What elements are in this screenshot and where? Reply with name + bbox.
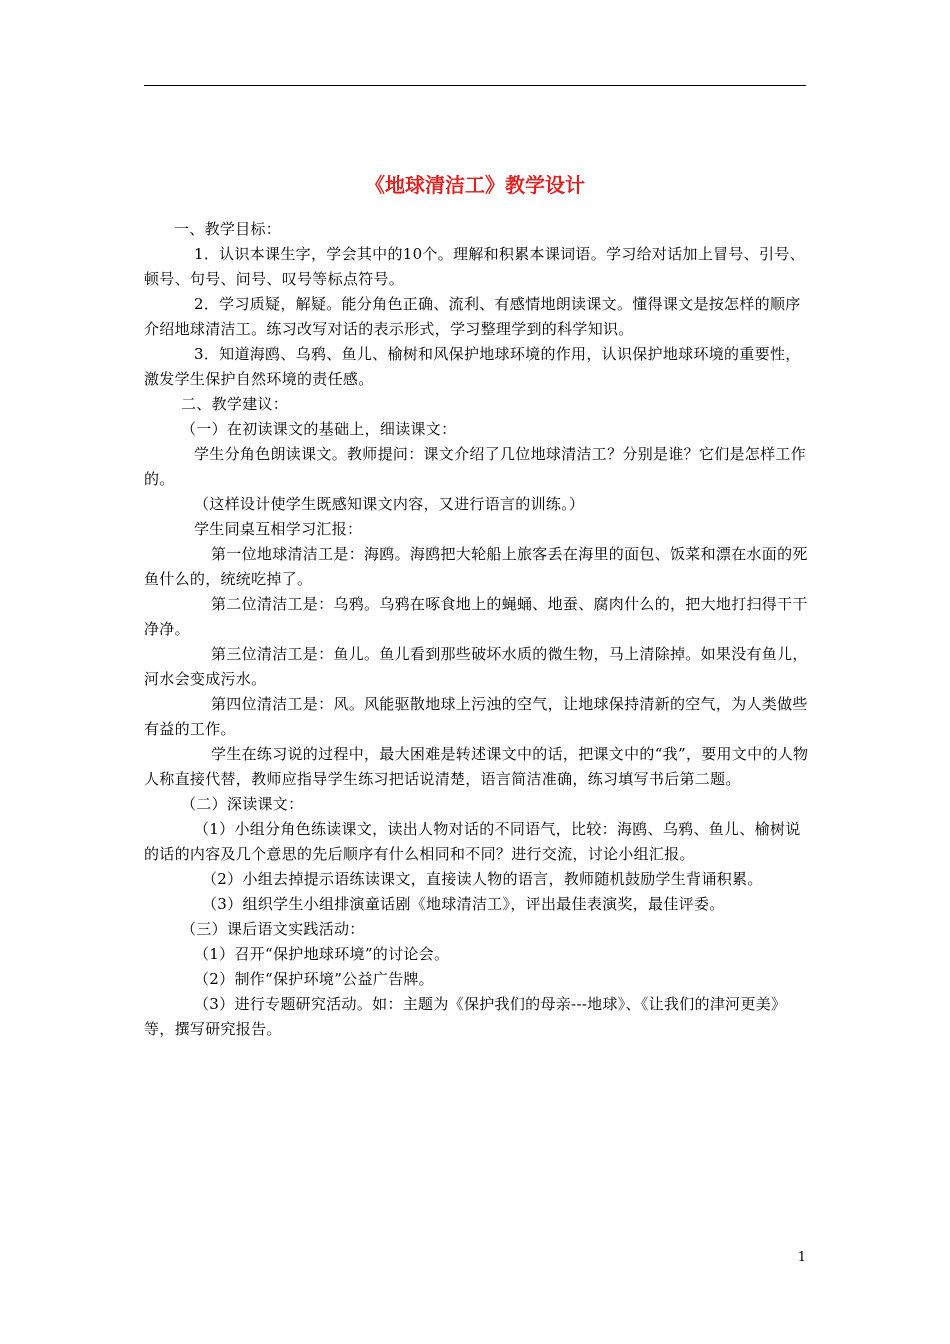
document-body [144, 217, 810, 1042]
paragraph: 3．知道海鸥、乌鸦、鱼儿、榆树和风保护地球环境的作用，认识保护地球环境的重要性，激发学生保护自然环境的责任感。 [144, 345, 801, 388]
paragraph: （3）组织学生小组排演童话剧《地球清洁工》，评出最佳表演奖，最佳评委。 [202, 895, 725, 913]
document-title: 《地球清洁工》教学设计 [365, 173, 585, 197]
paragraph: （2）小组去掉提示语练读课文，直接读人物的语言，教师随机鼓励学生背诵积累。 [202, 870, 763, 888]
paragraph: （2）制作“保护环境”公益广告牌。 [194, 970, 434, 988]
paragraph: （一）在初读课文的基础上，细读课文： [181, 420, 457, 438]
paragraph: （3）进行专题研究活动。如：主题为《保护我们的母亲---地球》、《让我们的津河更美》等，撰写研究报告。 [144, 995, 787, 1038]
paragraph: 学生在练习说的过程中，最大困难是转述课文中的话，把课文中的“我”，要用文中的人物人称直接代替，教师应指导学生练习把话说清楚，语言简洁准确，练习填写书后第二题。 [144, 745, 809, 788]
paragraph: 一、教学目标： [174, 220, 282, 238]
paragraph: （这样设计使学生既感知课文内容，又进行语言的训练。） [194, 495, 585, 513]
paragraph: 学生同桌互相学习汇报： [194, 520, 363, 538]
paragraph: 第三位清洁工是：鱼儿。鱼儿看到那些破坏水质的微生物，马上清除掉。如果没有鱼儿，河水会变成污水。 [144, 645, 808, 688]
header-rule [144, 85, 806, 86]
paragraph: （1）小组分角色练读课文，读出人物对话的不同语气，比较：海鸥、乌鸦、鱼儿、榆树说的话的内容及几个意思的先后顺序有什么相同和不同？进行交流，讨论小组汇报。 [144, 820, 801, 863]
paragraph: （二）深读课文： [181, 795, 304, 813]
paragraph: 第一位地球清洁工是：海鸥。海鸥把大轮船上旅客丢在海里的面包、饭菜和漂在水面的死鱼什么的，统统吃掉了。 [144, 545, 808, 588]
paragraph: 二、教学建议： [181, 395, 289, 413]
paragraph: （三）课后语文实践活动： [181, 920, 365, 938]
paragraph: 1．认识本课生字，学会其中的10个。理解和积累本课词语。学习给对话加上冒号、引号、顿号、句号、问号、叹号等标点符号。 [144, 245, 805, 288]
page-number: 1 [797, 1250, 806, 1265]
paragraph: 第二位清洁工是：乌鸦。乌鸦在啄食地上的蝇蛹、地蚕、腐肉什么的，把大地打扫得干干净净。 [144, 595, 808, 638]
paragraph: 学生分角色朗读课文。教师提问：课文介绍了几位地球清洁工？分别是谁？它们是怎样工作的。 [144, 445, 807, 488]
paragraph: （1）召开“保护地球环境”的讨论会。 [194, 945, 450, 963]
paragraph: 2．学习质疑，解疑。能分角色正确、流利、有感情地朗读课文。懂得课文是按怎样的顺序介绍地球清洁工。练习改写对话的表示形式，学习整理学到的科学知识。 [144, 295, 801, 338]
paragraph: 第四位清洁工是：风。风能驱散地球上污浊的空气，让地球保持清新的空气，为人类做些有益的工作。 [144, 695, 808, 738]
